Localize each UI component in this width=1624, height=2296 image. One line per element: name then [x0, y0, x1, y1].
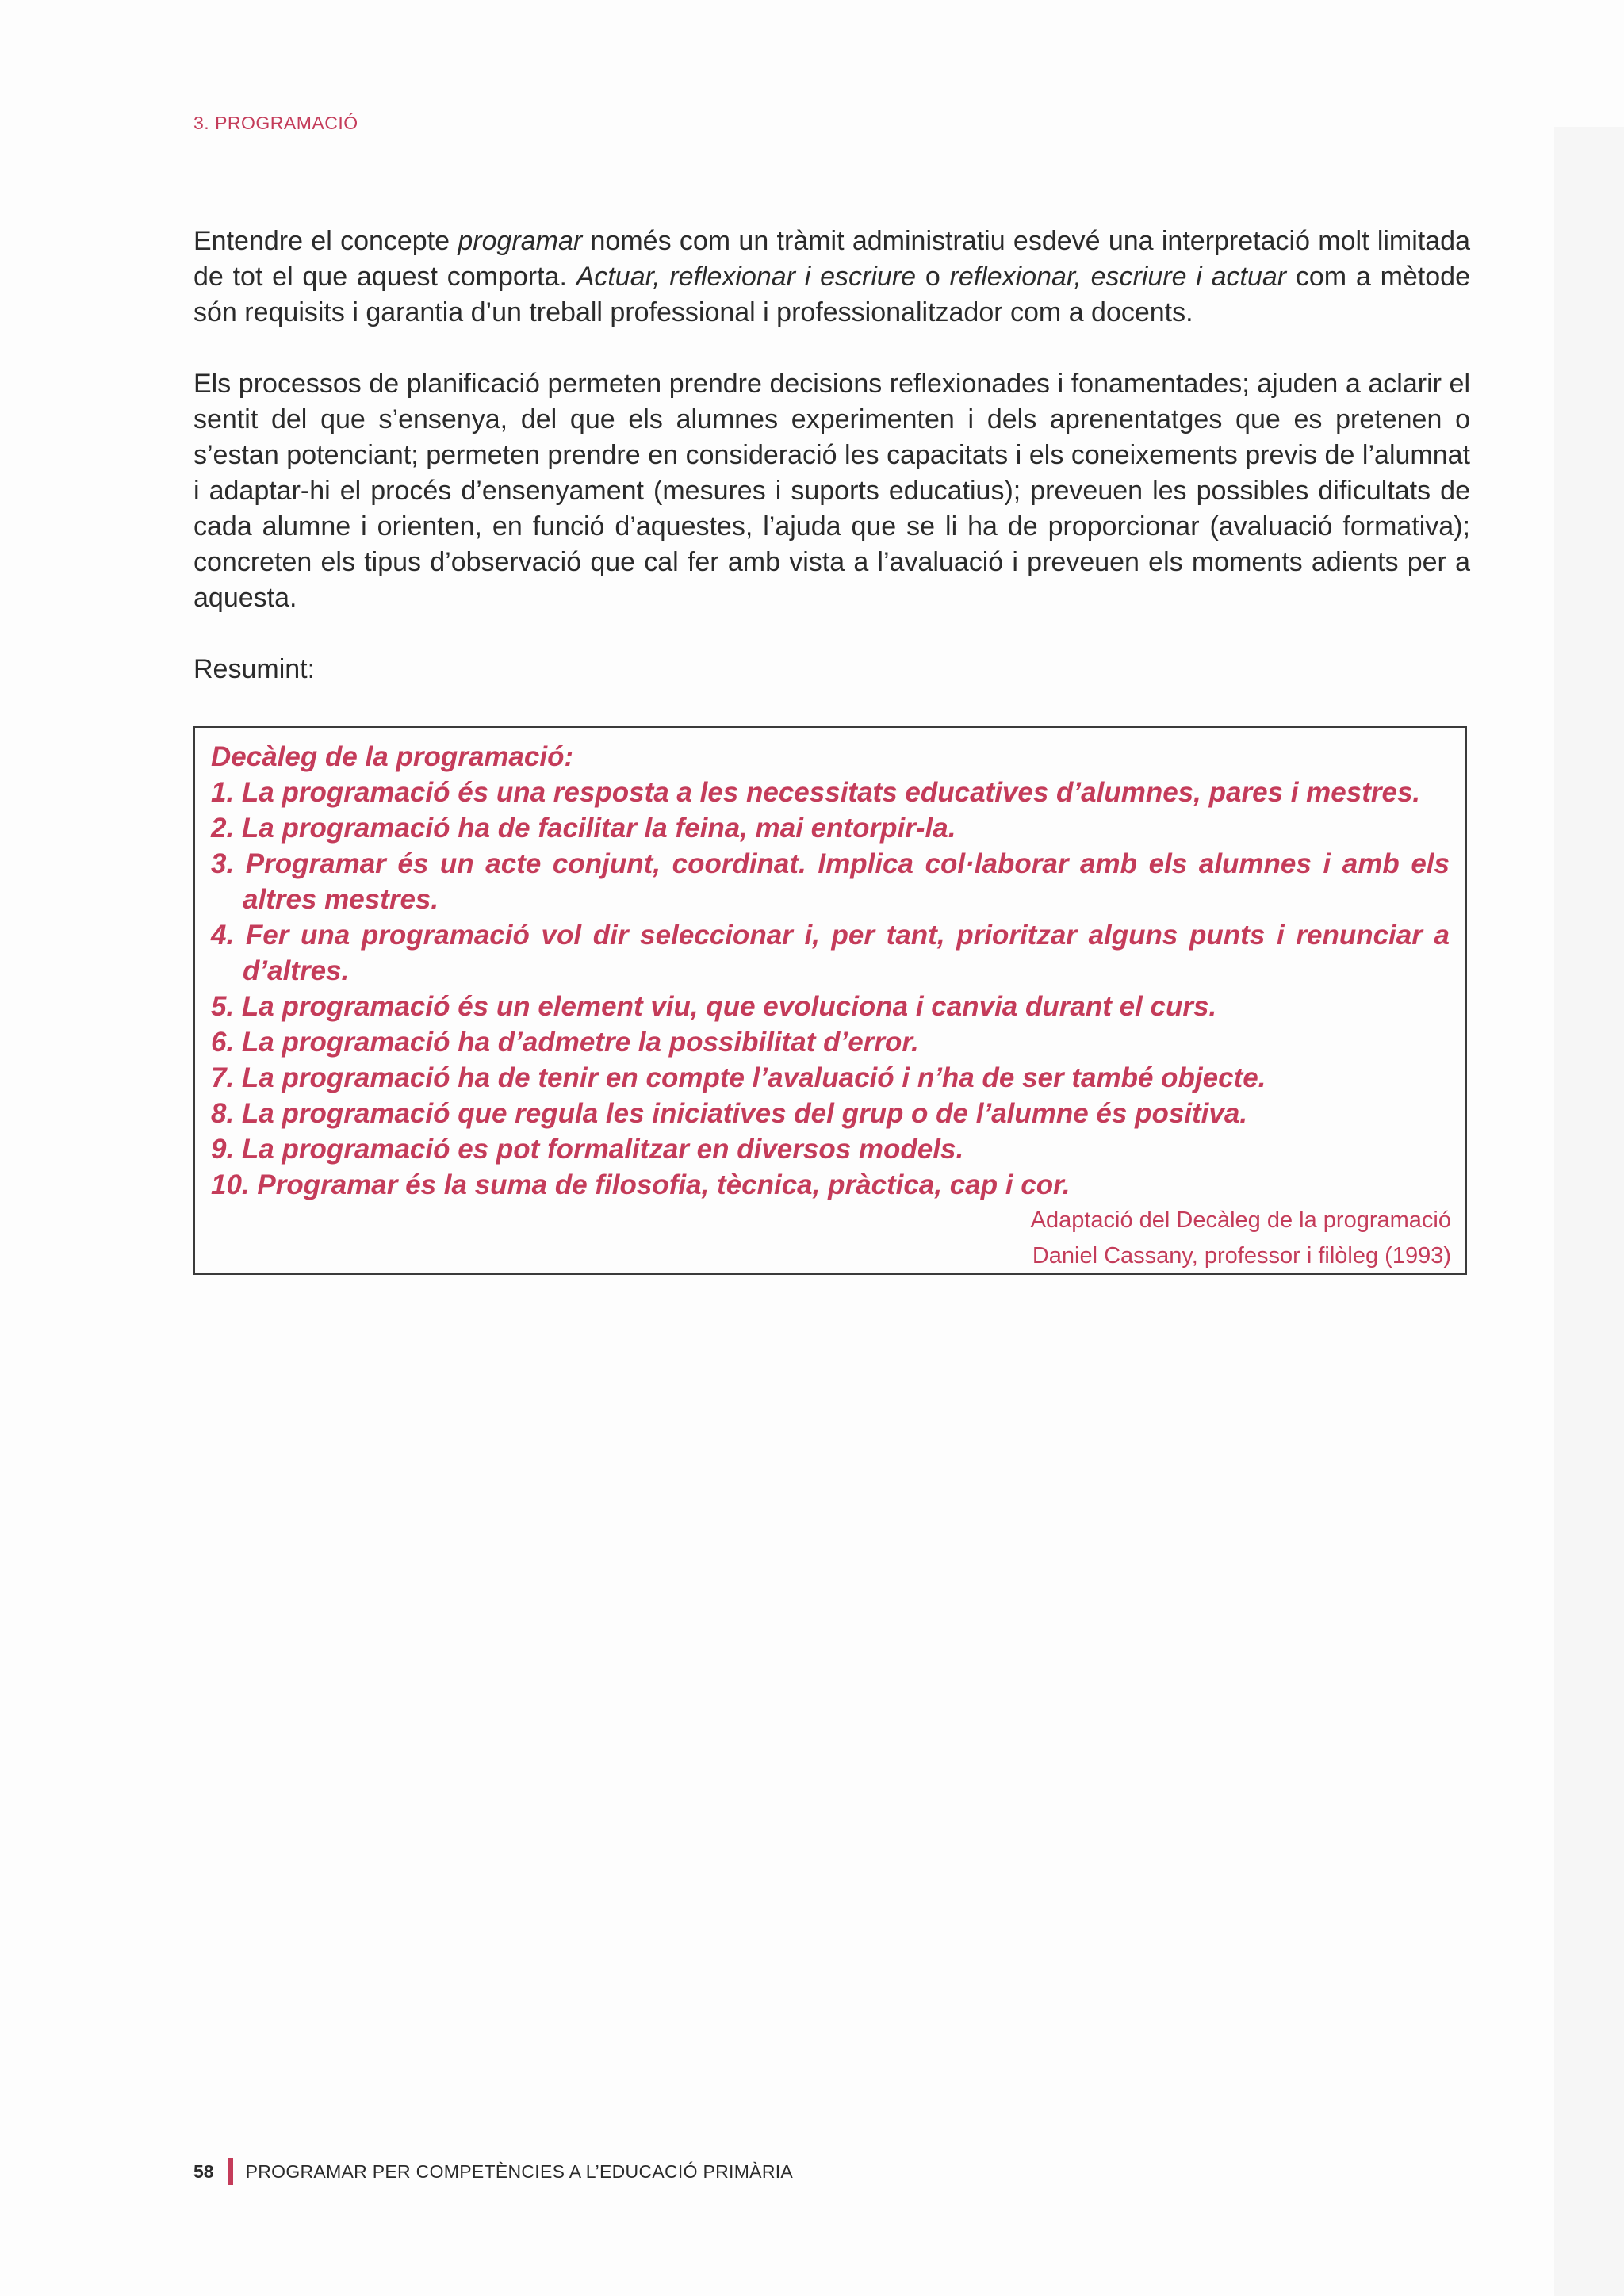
page-number: 58 [193, 2160, 214, 2182]
main-content [193, 224, 1470, 723]
paragraph-summary-lead: Resumint: [193, 654, 316, 684]
decalog-item: 4. Fer una programació vol dir seleccionar i, per tant, prioritzar alguns punts i renunciar a d’altres. [211, 920, 1450, 986]
attribution-author: Daniel Cassany, professor i filòleg (1993) [1032, 1243, 1451, 1269]
footer-divider-bar [228, 2158, 233, 2185]
p1-text-7: com a mètode són requisits i garantia d’un treball professional i professionalitzador com a docents. [193, 262, 1470, 327]
decalog-item: 1. La programació és una resposta a les necessitats educatives d’alumnes, pares i mestres. [211, 777, 1421, 808]
paragraph-planning: Els processos de planificació permeten prendre decisions reflexionades i fonamentades; ajuden a aclarir el sentit del que s’ensenya, del que els alumnes experimenten i dels aprenentatges que es pretenen o s’estan potenciant; permeten prendre en consideració les capacitats i els coneixements previs de l’alumnat i adaptar-hi el procés d’ensenyament (mesures i suports educatius); preveuen les possibles dificultats de cada alumne i orienten, en funció d’aquestes, l’ajuda que se li ha de proporcionar (avaluació formativa); concreten els tipus d’observació que cal fer amb vista a l’avaluació i preveuen els moments adients per a aquesta. [193, 369, 1470, 613]
decalog-item: 9. La programació es pot formalitzar en diversos models. [211, 1134, 964, 1165]
running-header: 3. PROGRAMACIÓ [193, 113, 358, 133]
p1-text-5: o [916, 262, 950, 292]
decalog-title: Decàleg de la programació: [211, 741, 574, 772]
decalog-item: 5. La programació és un element viu, que evoluciona i canvia durant el curs. [211, 991, 1217, 1022]
paragraph-intro [193, 224, 1470, 331]
p1-text-3: només com un tràmit administratiu esdevé una interpretació molt limitada de tot el que aquest comporta. [193, 226, 1470, 292]
decalog-box [193, 726, 1467, 1275]
decalog-item: 8. La programació que regula les iniciatives del grup o de l’alumne és positiva. [211, 1098, 1248, 1129]
p1-text-1: Entendre el concepte [193, 226, 458, 256]
decalog-item: 2. La programació ha de facilitar la feina, mai entorpir-la. [211, 813, 956, 844]
p1-emphasis-reflexionar: reflexionar, escriure i actuar [949, 262, 1287, 292]
p1-emphasis-programar: programar [458, 226, 583, 256]
book-title: PROGRAMAR PER COMPETÈNCIES A L’EDUCACIÓ PRIMÀRIA [245, 2160, 794, 2182]
decalog-list [211, 775, 1450, 1203]
attribution-source: Adaptació del Decàleg de la programació [1030, 1207, 1451, 1233]
decalog-item: 10. Programar és la suma de filosofia, tècnica, pràctica, cap i cor. [211, 1169, 1071, 1200]
decalog-item: 7. La programació ha de tenir en compte l’avaluació i n’ha de ser també objecte. [211, 1062, 1266, 1093]
page-footer [193, 2158, 793, 2185]
p1-emphasis-actuar: Actuar, reflexionar i escriure [576, 262, 917, 292]
decalog-item: 6. La programació ha d’admetre la possibilitat d’error. [211, 1027, 919, 1058]
decalog-item: 3. Programar és un acte conjunt, coordinat. Implica col·laborar amb els alumnes i amb els altres mestres. [211, 848, 1450, 915]
page-edge-shade [1554, 127, 1624, 2296]
